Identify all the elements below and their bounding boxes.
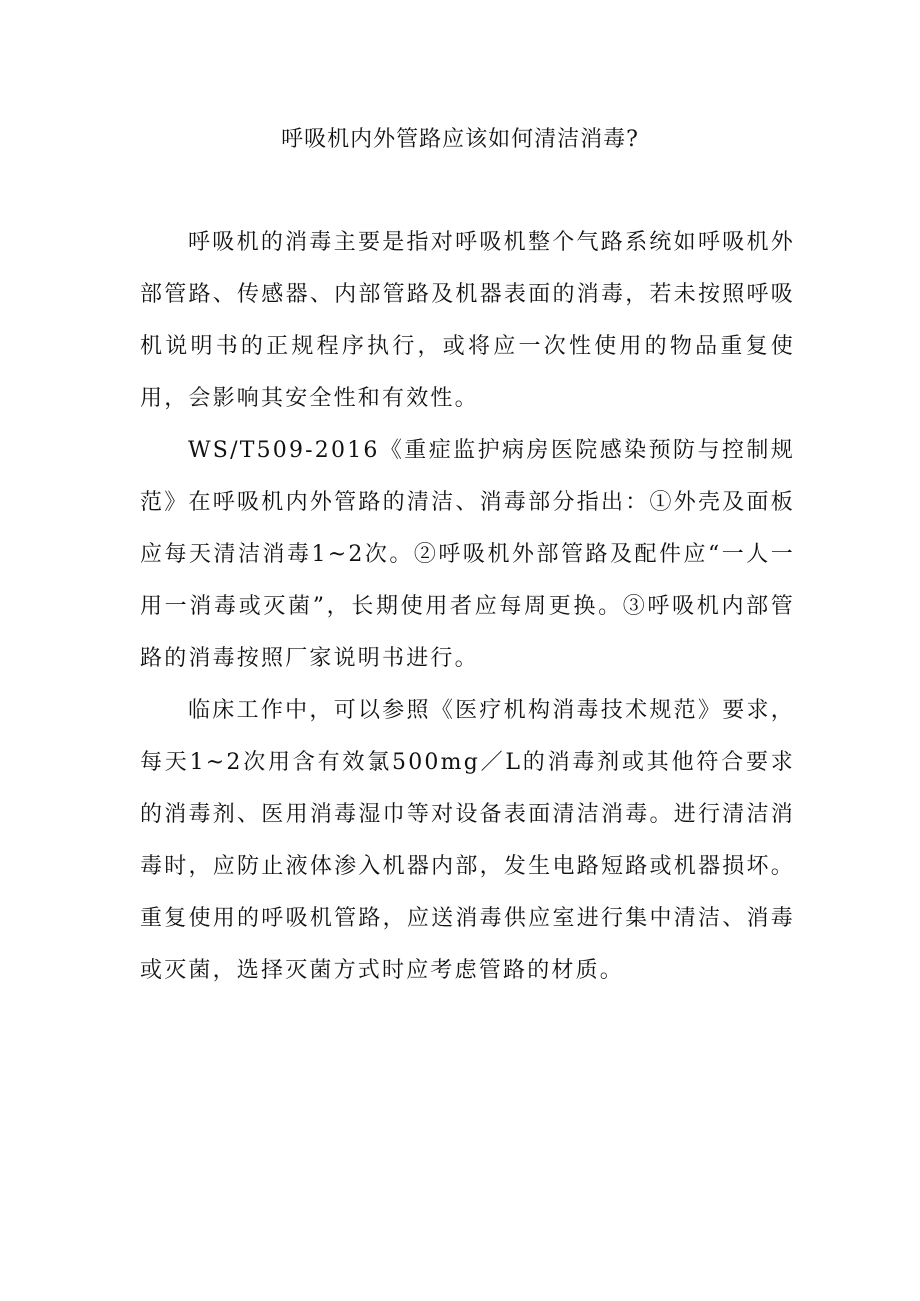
- paragraph-2: WS/T509-2016《重症监护病房医院感染预防与控制规范》在呼吸机内外管路的清洁、消毒部分指出：①外壳及面板应每天清洁消毒1~2次。②呼吸机外部管路及配件应“一人一用一消毒或灭菌”，长期使用者应每周更换。③呼吸机内部管路的消毒按照厂家说明书进行。: [140, 438, 795, 671]
- document-body: [140, 217, 795, 997]
- document-title: 呼吸机内外管路应该如何清洁消毒?: [281, 127, 639, 152]
- paragraph-1: 呼吸机的消毒主要是指对呼吸机整个气路系统如呼吸机外部管路、传感器、内部管路及机器表面的消毒，若未按照呼吸机说明书的正规程序执行，或将应一次性使用的物品重复使用，会影响其安全性和有效性。: [140, 230, 795, 411]
- paragraph-3: 临床工作中，可以参照《医疗机构消毒技术规范》要求，每天1~2次用含有效氯500mg／L的消毒剂或其他符合要求的消毒剂、医用消毒湿巾等对设备表面清洁消毒。进行清洁消毒时，应防止液体渗入机器内部，发生电路短路或机器损坏。重复使用的呼吸机管路，应送消毒供应室进行集中清洁、消毒或灭菌，选择灭菌方式时应考虑管路的材质。: [140, 698, 795, 983]
